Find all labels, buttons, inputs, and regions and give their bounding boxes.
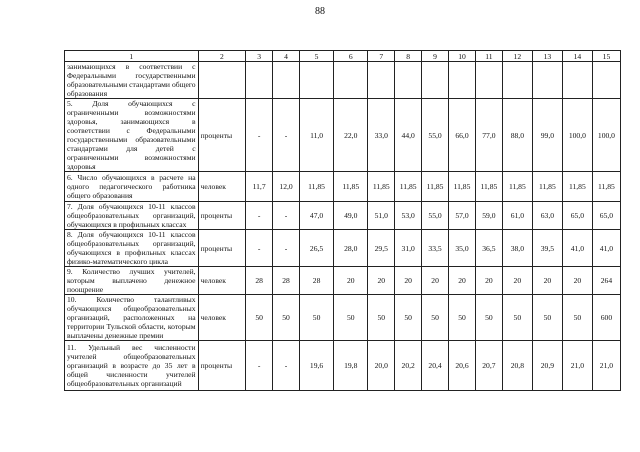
unit-cell: человек — [198, 267, 246, 295]
table-row — [65, 267, 621, 295]
value-cell: 36,5 — [475, 230, 502, 267]
value-cell: 11,85 — [502, 172, 532, 202]
value-cell: 41,0 — [592, 230, 620, 267]
table-body — [65, 51, 621, 391]
value-cell: 65,0 — [562, 202, 592, 230]
column-header: 8 — [395, 51, 422, 62]
value-cell — [502, 62, 532, 99]
value-cell: 20,7 — [475, 341, 502, 391]
value-cell: 28 — [273, 267, 300, 295]
value-cell — [246, 62, 273, 99]
unit-cell: человек — [198, 295, 246, 341]
value-cell: 55,0 — [422, 202, 449, 230]
value-cell: 20 — [422, 267, 449, 295]
value-cell — [422, 62, 449, 99]
table-row — [65, 295, 621, 341]
value-cell: 50 — [273, 295, 300, 341]
column-header: 15 — [592, 51, 620, 62]
value-cell — [300, 62, 334, 99]
indicators-table — [64, 50, 621, 391]
value-cell: 11,85 — [334, 172, 368, 202]
indicator-description: 6. Число обучающихся в расчете на одного педагогического работника общего образования — [65, 172, 199, 202]
value-cell: 20 — [334, 267, 368, 295]
value-cell: - — [273, 99, 300, 172]
value-cell: 57,0 — [449, 202, 476, 230]
value-cell: 19,8 — [334, 341, 368, 391]
value-cell: 50 — [449, 295, 476, 341]
value-cell: 11,85 — [475, 172, 502, 202]
value-cell: 20 — [475, 267, 502, 295]
value-cell: 21,0 — [592, 341, 620, 391]
value-cell: 50 — [475, 295, 502, 341]
value-cell: 59,0 — [475, 202, 502, 230]
value-cell: 29,5 — [368, 230, 395, 267]
table-row — [65, 341, 621, 391]
value-cell: 26,5 — [300, 230, 334, 267]
value-cell: 100,0 — [592, 99, 620, 172]
value-cell: 55,0 — [422, 99, 449, 172]
value-cell: 50 — [502, 295, 532, 341]
value-cell: - — [246, 99, 273, 172]
page-number: 88 — [315, 6, 325, 17]
value-cell: 11,0 — [300, 99, 334, 172]
column-header: 10 — [449, 51, 476, 62]
value-cell: 20 — [562, 267, 592, 295]
header-row — [65, 51, 621, 62]
value-cell: 88,0 — [502, 99, 532, 172]
table-row — [65, 202, 621, 230]
value-cell: - — [273, 202, 300, 230]
value-cell: 50 — [368, 295, 395, 341]
value-cell: 20 — [449, 267, 476, 295]
value-cell — [334, 62, 368, 99]
unit-cell: проценты — [198, 230, 246, 267]
value-cell: 65,0 — [592, 202, 620, 230]
value-cell: 28 — [246, 267, 273, 295]
value-cell: 11,7 — [246, 172, 273, 202]
column-header: 2 — [198, 51, 246, 62]
value-cell: 20 — [368, 267, 395, 295]
unit-cell: человек — [198, 172, 246, 202]
column-header: 5 — [300, 51, 334, 62]
indicator-description: 7. Доля обучающихся 10-11 классов общеобразовательных организаций, обучающихся в профильных классах — [65, 202, 199, 230]
value-cell: 20 — [502, 267, 532, 295]
value-cell: 77,0 — [475, 99, 502, 172]
value-cell — [395, 62, 422, 99]
value-cell: 47,0 — [300, 202, 334, 230]
value-cell: 53,0 — [395, 202, 422, 230]
value-cell: 33,5 — [422, 230, 449, 267]
column-header: 7 — [368, 51, 395, 62]
value-cell: - — [246, 202, 273, 230]
value-cell: 38,0 — [502, 230, 532, 267]
value-cell: 11,85 — [562, 172, 592, 202]
value-cell: 61,0 — [502, 202, 532, 230]
value-cell: 21,0 — [562, 341, 592, 391]
value-cell: 66,0 — [449, 99, 476, 172]
value-cell: - — [273, 341, 300, 391]
column-header: 4 — [273, 51, 300, 62]
value-cell: 50 — [562, 295, 592, 341]
value-cell: 99,0 — [532, 99, 562, 172]
indicator-description: занимающихся в соответствии с Федеральными государственными образовательными стандартами общего образования — [65, 62, 199, 99]
value-cell — [475, 62, 502, 99]
unit-cell: проценты — [198, 99, 246, 172]
indicator-description: 9. Количество лучших учителей, которым выплачено денежное поощрение — [65, 267, 199, 295]
indicator-description: 8. Доля обучающихся 10-11 классов общеобразовательных организаций, обучающихся в профильных классах физико-математического цикла — [65, 230, 199, 267]
table-row — [65, 230, 621, 267]
value-cell: 50 — [395, 295, 422, 341]
indicator-description: 5. Доля обучающихся с ограниченными возможностями здоровья, занимающихся в соответствии с Федеральными государственными образовательными стандартами для детей с ограниченными возможностями здоровья — [65, 99, 199, 172]
value-cell: 600 — [592, 295, 620, 341]
table-row — [65, 62, 621, 99]
unit-cell — [198, 62, 246, 99]
value-cell: 20,9 — [532, 341, 562, 391]
value-cell: 35,0 — [449, 230, 476, 267]
column-header: 3 — [246, 51, 273, 62]
value-cell: 11,85 — [300, 172, 334, 202]
value-cell: 11,85 — [422, 172, 449, 202]
column-header: 12 — [502, 51, 532, 62]
value-cell: 28 — [300, 267, 334, 295]
column-header: 13 — [532, 51, 562, 62]
column-header: 6 — [334, 51, 368, 62]
value-cell: 50 — [246, 295, 273, 341]
column-header: 1 — [65, 51, 199, 62]
value-cell — [532, 62, 562, 99]
indicator-description: 11. Удельный вес численности учителей общеобразовательных организаций в возрасте до 35 лет в общей численности учителей общеобразовательных организаций — [65, 341, 199, 391]
column-header: 14 — [562, 51, 592, 62]
column-header: 9 — [422, 51, 449, 62]
value-cell: 11,85 — [368, 172, 395, 202]
value-cell: 22,0 — [334, 99, 368, 172]
value-cell: 50 — [334, 295, 368, 341]
value-cell: 11,85 — [592, 172, 620, 202]
value-cell: 41,0 — [562, 230, 592, 267]
value-cell: 264 — [592, 267, 620, 295]
value-cell: - — [273, 230, 300, 267]
value-cell: 63,0 — [532, 202, 562, 230]
value-cell: 20 — [532, 267, 562, 295]
value-cell: 28,0 — [334, 230, 368, 267]
value-cell — [368, 62, 395, 99]
value-cell — [562, 62, 592, 99]
value-cell: - — [246, 341, 273, 391]
value-cell: 20 — [395, 267, 422, 295]
value-cell: 11,85 — [449, 172, 476, 202]
value-cell: 44,0 — [395, 99, 422, 172]
value-cell: 39,5 — [532, 230, 562, 267]
value-cell: 20,4 — [422, 341, 449, 391]
value-cell: 100,0 — [562, 99, 592, 172]
indicator-description: 10. Количество талантливых обучающихся общеобразовательных организаций, расположенных на территории Тульской области, которым выплачены денежные премии — [65, 295, 199, 341]
unit-cell: проценты — [198, 341, 246, 391]
value-cell: 50 — [422, 295, 449, 341]
value-cell: - — [246, 230, 273, 267]
value-cell: 31,0 — [395, 230, 422, 267]
table-row — [65, 99, 621, 172]
value-cell: 19,6 — [300, 341, 334, 391]
value-cell: 20,2 — [395, 341, 422, 391]
value-cell — [592, 62, 620, 99]
unit-cell: проценты — [198, 202, 246, 230]
value-cell: 49,0 — [334, 202, 368, 230]
column-header: 11 — [475, 51, 502, 62]
value-cell: 50 — [532, 295, 562, 341]
value-cell — [449, 62, 476, 99]
table-row — [65, 172, 621, 202]
value-cell: 20,8 — [502, 341, 532, 391]
value-cell: 11,85 — [395, 172, 422, 202]
value-cell: 33,0 — [368, 99, 395, 172]
value-cell: 12,0 — [273, 172, 300, 202]
value-cell: 20,0 — [368, 341, 395, 391]
value-cell: 20,6 — [449, 341, 476, 391]
value-cell: 50 — [300, 295, 334, 341]
value-cell — [273, 62, 300, 99]
value-cell: 11,85 — [532, 172, 562, 202]
value-cell: 51,0 — [368, 202, 395, 230]
